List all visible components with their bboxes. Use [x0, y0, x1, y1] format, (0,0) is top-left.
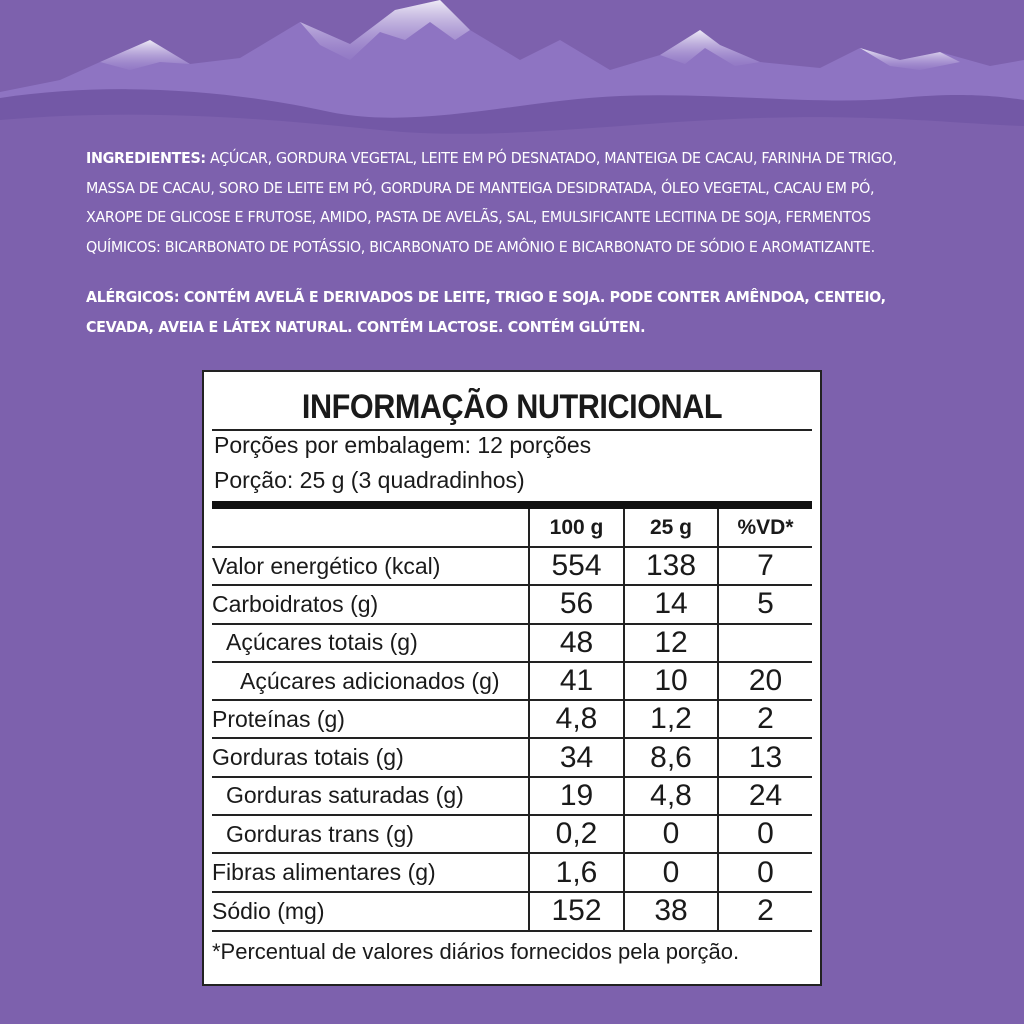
- value-100g: 56: [529, 585, 624, 623]
- column-header-25g: 25 g: [624, 509, 718, 547]
- value-vd: 0: [718, 815, 812, 853]
- row-label: Açúcares adicionados (g): [212, 662, 529, 700]
- value-100g: 41: [529, 662, 624, 700]
- table-row: [212, 547, 812, 585]
- nutrition-title: INFORMAÇÃO NUTRICIONAL: [301, 388, 723, 426]
- table-row: [212, 738, 812, 776]
- value-vd: 2: [718, 700, 812, 738]
- table-row: [212, 585, 812, 623]
- table-row: [212, 892, 812, 930]
- ingredients-label: INGREDIENTES:: [86, 149, 206, 167]
- value-100g: 152: [529, 892, 624, 930]
- row-label: Carboidratos (g): [212, 585, 529, 623]
- footnote: *Percentual de valores diários fornecidos pela porção.: [212, 939, 740, 964]
- value-100g: 48: [529, 624, 624, 662]
- value-vd: 20: [718, 662, 812, 700]
- value-100g: 19: [529, 777, 624, 815]
- table-row: [212, 853, 812, 891]
- header-blank: [212, 509, 529, 547]
- value-100g: 0,2: [529, 815, 624, 853]
- value-100g: 554: [529, 547, 624, 585]
- value-100g: 4,8: [529, 700, 624, 738]
- table-row: [212, 777, 812, 815]
- divider: [212, 930, 812, 932]
- value-25g: 14: [624, 585, 718, 623]
- value-25g: 38: [624, 892, 718, 930]
- row-label: Fibras alimentares (g): [212, 853, 529, 891]
- value-vd: 7: [718, 547, 812, 585]
- value-25g: 138: [624, 547, 718, 585]
- row-label: Gorduras saturadas (g): [212, 777, 529, 815]
- value-vd: 24: [718, 777, 812, 815]
- value-100g: 1,6: [529, 853, 624, 891]
- mountain-range-illustration: [0, 0, 1024, 150]
- value-100g: 34: [529, 738, 624, 776]
- value-25g: 4,8: [624, 777, 718, 815]
- divider: [212, 429, 812, 431]
- value-25g: 1,2: [624, 700, 718, 738]
- value-25g: 12: [624, 624, 718, 662]
- row-label: Açúcares totais (g): [212, 624, 529, 662]
- nutrition-facts-panel: [202, 370, 822, 986]
- column-header-vd: %VD*: [718, 509, 812, 547]
- value-vd: 5: [718, 585, 812, 623]
- value-vd: 2: [718, 892, 812, 930]
- table-row: [212, 662, 812, 700]
- column-header-100g: 100 g: [529, 509, 624, 547]
- serving-size: Porção: 25 g (3 quadradinhos): [214, 467, 525, 493]
- ingredients-list: AÇÚCAR, GORDURA VEGETAL, LEITE EM PÓ DESNATADO, MANTEIGA DE CACAU, FARINHA DE TRIGO, MASSA DE CACAU, SORO DE LEITE EM PÓ, GORDURA DE MANTEIGA DESIDRATADA, ÓLEO VEGETAL, CACAU EM PÓ, XAROPE DE GLICOSE E FRUTOSE, AMIDO, PASTA DE AVELÃS, SAL, EMULSIFICANTE LECITINA DE SOJA, FERMENTOS QUÍMICOS: BICARBONATO DE POTÁSSIO, BICARBONATO DE AMÔNIO E BICARBONATO DE SÓDIO E AROMATIZANTE.: [86, 149, 897, 256]
- value-25g: 8,6: [624, 738, 718, 776]
- value-25g: 10: [624, 662, 718, 700]
- value-vd: [718, 624, 812, 662]
- table-row: [212, 815, 812, 853]
- nutrition-table: [212, 509, 812, 930]
- row-label: Valor energético (kcal): [212, 547, 529, 585]
- servings-per-package: Porções por embalagem: 12 porções: [214, 432, 592, 458]
- thick-divider: [212, 501, 812, 509]
- value-vd: 13: [718, 738, 812, 776]
- row-label: Proteínas (g): [212, 700, 529, 738]
- row-label: Sódio (mg): [212, 892, 529, 930]
- row-label: Gorduras totais (g): [212, 738, 529, 776]
- value-25g: 0: [624, 853, 718, 891]
- ingredients-text: [86, 144, 904, 262]
- value-25g: 0: [624, 815, 718, 853]
- table-header-row: [212, 509, 812, 547]
- table-row: [212, 624, 812, 662]
- value-vd: 0: [718, 853, 812, 891]
- allergens-text: ALÉRGICOS: CONTÉM AVELÃ E DERIVADOS DE LEITE, TRIGO E SOJA. PODE CONTER AMÊNDOA, CENTEIO, CEVADA, AVEIA E LÁTEX NATURAL. CONTÉM LACTOSE. CONTÉM GLÚTEN.: [86, 288, 886, 336]
- row-label: Gorduras trans (g): [212, 815, 529, 853]
- table-row: [212, 700, 812, 738]
